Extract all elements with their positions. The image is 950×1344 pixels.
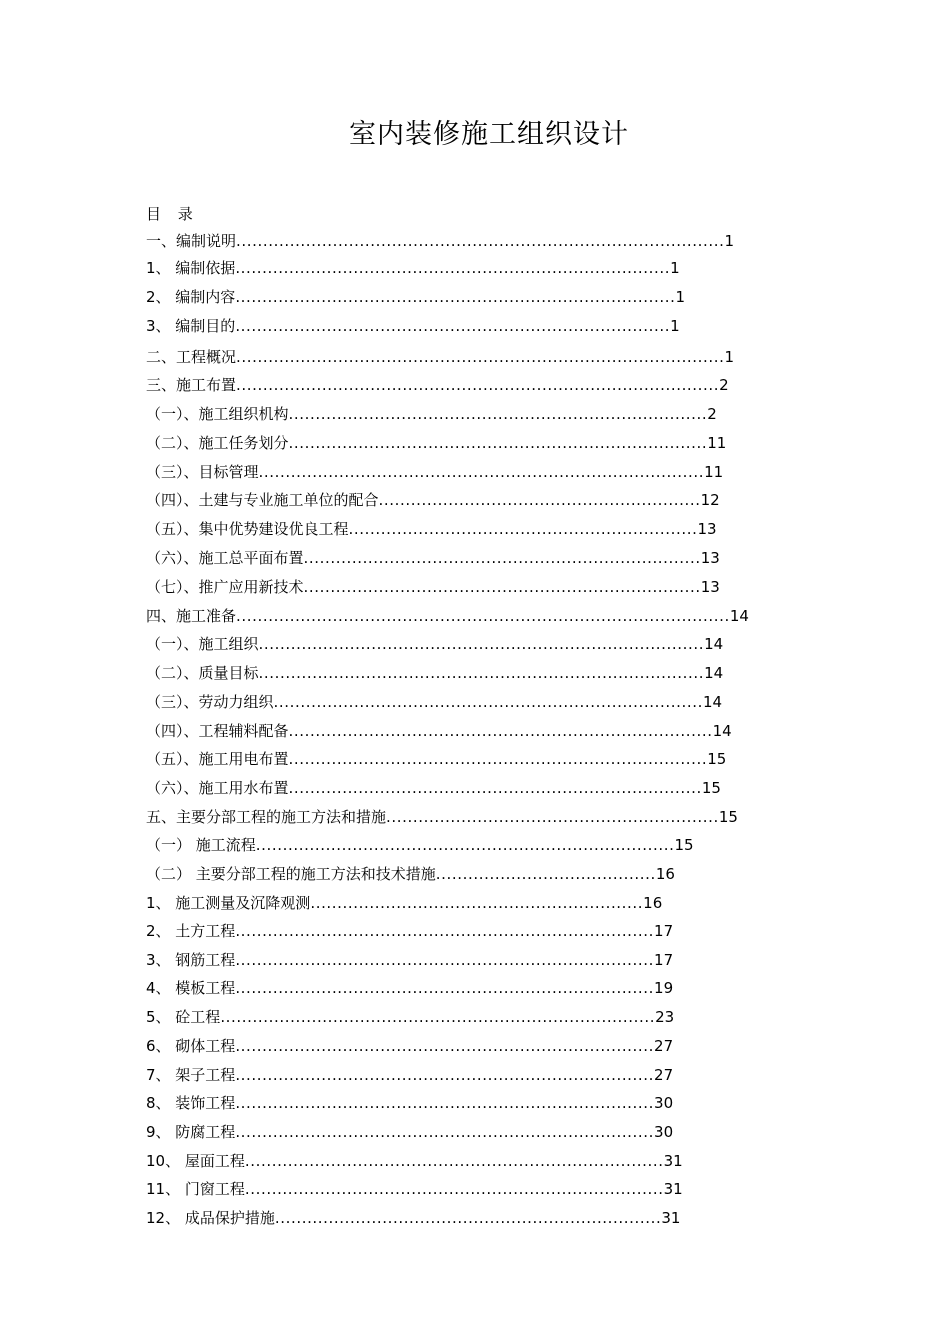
toc-entry-label: （四）、土建与专业施工单位的配合: [146, 491, 379, 509]
toc-leader-dots: ................................................................................: [273, 693, 703, 711]
toc-leader-dots: .................................................................................: [220, 1008, 656, 1026]
toc-leader-dots: ..........................................................................: [303, 578, 701, 596]
toc-entry[interactable]: [146, 1178, 684, 1200]
toc-entry-page: 2: [719, 376, 729, 394]
toc-leader-dots: ............................................................: [378, 491, 701, 509]
toc-leader-dots: ........................................................................: [274, 1209, 662, 1227]
toc-entry[interactable]: [146, 806, 742, 828]
toc-entry-page: 1: [670, 317, 680, 335]
toc-entry-label: （一） 施工流程: [146, 836, 256, 854]
toc-entry-page: 12: [700, 491, 720, 509]
toc-entry-label: 2、 编制内容: [146, 288, 236, 306]
toc-entry-label: 10、 屋面工程: [146, 1152, 245, 1170]
toc-entry[interactable]: [146, 1150, 684, 1172]
toc-entry-page: 11: [704, 463, 724, 481]
toc-entry[interactable]: [146, 892, 666, 914]
toc-entry[interactable]: [146, 920, 674, 942]
toc-leader-dots: .........................................: [435, 865, 656, 883]
toc-entry-page: 31: [663, 1152, 683, 1170]
toc-leader-dots: ............................................................................................: [236, 607, 730, 625]
toc-entry-page: 31: [661, 1209, 681, 1227]
toc-entry[interactable]: [146, 518, 719, 540]
toc-entry-page: 13: [697, 520, 717, 538]
toc-entry-label: 6、 砌体工程: [146, 1037, 236, 1055]
toc-entry-label: （二） 主要分部工程的施工方法和技术措施: [146, 865, 436, 883]
toc-entry[interactable]: [146, 720, 732, 742]
toc-entry-page: 14: [704, 664, 724, 682]
toc-entry[interactable]: [146, 1121, 674, 1143]
toc-entry[interactable]: [146, 662, 728, 684]
toc-entry-page: 15: [707, 750, 726, 768]
toc-entry-page: 19: [654, 979, 674, 997]
toc-entry-label: （五）、施工用电布置: [146, 750, 289, 768]
toc-entry[interactable]: [146, 346, 736, 368]
toc-entry-label: 12、 成品保护措施: [146, 1209, 275, 1227]
toc-leader-dots: ..........................................................................................: [236, 376, 720, 394]
toc-entry-page: 14: [712, 722, 732, 740]
toc-leader-dots: ..............................................................................: [235, 1094, 655, 1112]
toc-entry[interactable]: [146, 230, 736, 252]
toc-entry-label: 5、 砼工程: [146, 1008, 221, 1026]
toc-entry-page: 27: [654, 1037, 674, 1055]
toc-entry-page: 1: [724, 232, 735, 250]
toc-leader-dots: ..............................................................................: [235, 1123, 655, 1141]
toc-leader-dots: ..................................................................................: [235, 288, 676, 306]
toc-entry-label: （五）、集中优势建设优良工程: [146, 520, 349, 538]
toc-leader-dots: ..............................................................: [310, 894, 644, 912]
toc-entry[interactable]: [146, 691, 726, 713]
toc-leader-dots: .............................................................................: [288, 779, 702, 797]
toc-leader-dots: .................................................................: [348, 520, 698, 538]
toc-entry-page: 16: [655, 865, 675, 883]
toc-entry-label: 8、 装饰工程: [146, 1094, 236, 1112]
toc-entry-label: 2、 土方工程: [146, 922, 236, 940]
toc-leader-dots: ...............................................................................: [288, 722, 713, 740]
toc-entry-label: （六）、施工用水布置: [146, 779, 289, 797]
toc-leader-dots: ..............................................................: [386, 808, 719, 826]
toc-entry-label: 11、 门窗工程: [146, 1180, 245, 1198]
toc-leader-dots: ..............................................................................: [235, 979, 655, 997]
toc-entry-label: （一）、施工组织: [146, 635, 259, 653]
toc-entry-page: 30: [654, 1123, 674, 1141]
toc-entry-label: 4、 模板工程: [146, 979, 236, 997]
toc-entry-label: 二、工程概况: [146, 348, 237, 366]
toc-leader-dots: ..............................................................................: [235, 1066, 655, 1084]
toc-leader-dots: ..............................................................................: [244, 1180, 664, 1198]
toc-entry[interactable]: [146, 257, 683, 279]
toc-entry[interactable]: [146, 403, 721, 425]
toc-entry-label: （二）、施工任务划分: [146, 434, 289, 452]
toc-leader-dots: ..............................................................................: [288, 750, 708, 768]
toc-entry[interactable]: [146, 547, 722, 569]
toc-entry-page: 1: [724, 348, 735, 366]
toc-entry-page: 13: [700, 578, 720, 596]
toc-entry-label: 1、 施工测量及沉降观测: [146, 894, 311, 912]
toc-entry[interactable]: [146, 777, 722, 799]
toc-entry-label: 三、施工布置: [146, 376, 237, 394]
toc-entry-label: （三）、劳动力组织: [146, 693, 274, 711]
toc-entry-label: （二）、质量目标: [146, 664, 259, 682]
toc-entry-page: 14: [729, 607, 749, 625]
toc-entry[interactable]: [146, 1035, 674, 1057]
toc-leader-dots: .................................................................................: [235, 317, 671, 335]
toc-entry[interactable]: [146, 605, 750, 627]
toc-entry-page: 30: [654, 1094, 674, 1112]
toc-leader-dots: ..............................................................................: [255, 836, 675, 854]
toc-entry[interactable]: [146, 949, 674, 971]
toc-entry-page: 14: [704, 635, 724, 653]
toc-leader-dots: ...........................................................................................: [236, 348, 725, 366]
toc-entry[interactable]: [146, 1064, 674, 1086]
toc-leader-dots: ...........................................................................................: [236, 232, 725, 250]
toc-entry-label: （七）、推广应用新技术: [146, 578, 304, 596]
toc-entry-page: 15: [701, 779, 721, 797]
toc-entry-page: 13: [700, 549, 720, 567]
toc-leader-dots: ..............................................................................: [235, 922, 655, 940]
toc-entry-label: （一）、施工组织机构: [146, 405, 289, 423]
toc-entry-page: 17: [654, 922, 674, 940]
toc-leader-dots: ..............................................................................: [244, 1152, 664, 1170]
toc-entry[interactable]: [146, 863, 678, 885]
toc-entry-page: 1: [670, 259, 680, 277]
toc-entry-label: 1、 编制依据: [146, 259, 236, 277]
document-title: 室内装修施工组织设计: [349, 119, 629, 150]
toc-entry-label: 7、 架子工程: [146, 1066, 236, 1084]
toc-entry[interactable]: [146, 1207, 684, 1229]
toc-entry-page: 17: [654, 951, 674, 969]
toc-entry[interactable]: [146, 633, 728, 655]
toc-leader-dots: ...................................................................................: [258, 664, 705, 682]
toc-heading: 目 录: [146, 205, 199, 223]
toc-entry-page: 1: [675, 288, 686, 306]
toc-entry-page: 11: [707, 434, 726, 452]
toc-entry-label: 3、 钢筋工程: [146, 951, 236, 969]
toc-entry[interactable]: [146, 977, 674, 999]
toc-entry[interactable]: [146, 286, 689, 308]
toc-entry-page: 23: [655, 1008, 674, 1026]
toc-entry-page: 27: [654, 1066, 674, 1084]
toc-leader-dots: ..............................................................................: [235, 1037, 655, 1055]
toc-entry[interactable]: [146, 489, 722, 511]
toc-entry[interactable]: [146, 461, 726, 483]
toc-entry[interactable]: [146, 374, 730, 396]
toc-entry-page: 15: [674, 836, 694, 854]
toc-entry-page: 2: [707, 405, 717, 423]
toc-entry-label: （四）、工程辅料配备: [146, 722, 289, 740]
toc-leader-dots: ..............................................................................: [288, 405, 708, 423]
toc-entry-label: （六）、施工总平面布置: [146, 549, 304, 567]
toc-leader-dots: .................................................................................: [235, 259, 671, 277]
toc-entry[interactable]: [146, 834, 698, 856]
toc-entry-label: 四、施工准备: [146, 607, 237, 625]
toc-entry-label: 五、主要分部工程的施工方法和措施: [146, 808, 387, 826]
toc-entry-page: 15: [718, 808, 738, 826]
toc-leader-dots: ..............................................................................: [235, 951, 655, 969]
toc-entry-page: 14: [702, 693, 723, 711]
toc-leader-dots: ..........................................................................: [303, 549, 701, 567]
toc-leader-dots: ..............................................................................: [288, 434, 708, 452]
toc-entry[interactable]: [146, 315, 683, 337]
toc-entry-label: 3、 编制目的: [146, 317, 236, 335]
toc-entry[interactable]: [146, 1092, 674, 1114]
toc-entry-label: 9、 防腐工程: [146, 1123, 236, 1141]
toc-entry[interactable]: [146, 748, 726, 770]
toc-entry-label: 一、编制说明: [146, 232, 237, 250]
toc-entry-page: 31: [663, 1180, 683, 1198]
toc-leader-dots: ...................................................................................: [258, 463, 705, 481]
toc-entry-page: 16: [643, 894, 663, 912]
toc-entry[interactable]: [146, 576, 722, 598]
toc-entry[interactable]: [146, 432, 726, 454]
toc-leader-dots: ...................................................................................: [258, 635, 705, 653]
toc-entry-label: （三）、目标管理: [146, 463, 259, 481]
toc-entry[interactable]: [146, 1006, 674, 1028]
